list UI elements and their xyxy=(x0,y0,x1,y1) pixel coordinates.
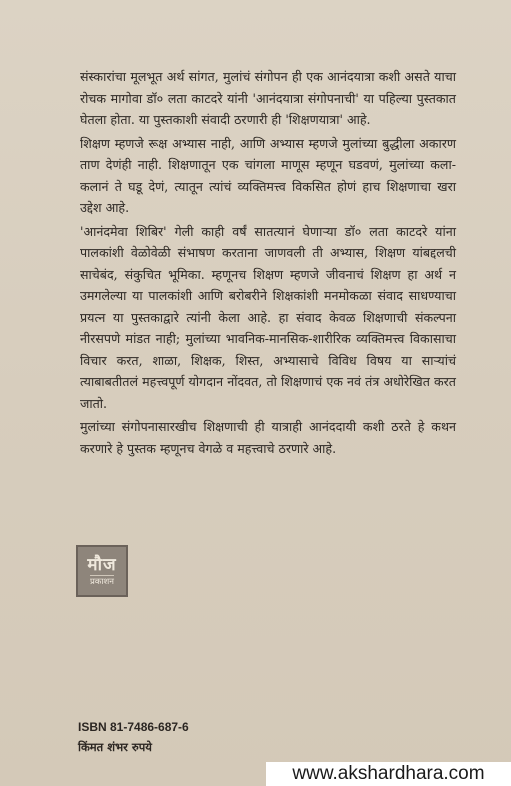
blurb-text xyxy=(80,66,456,461)
publisher-logo-subtitle: प्रकाशन xyxy=(89,576,115,587)
publisher-logo-name: मौज xyxy=(87,554,117,575)
publisher-logo xyxy=(76,545,128,597)
blurb-paragraph-4: मुलांच्या संगोपनासारखीच शिक्षणाची ही यात्राही आनंददायी कशी ठरते हे कथन करणारे हे पुस्तक म्हणूनच वेगळे व महत्त्वाचे ठरणारे आहे. xyxy=(80,419,456,456)
website-watermark: www.akshardhara.com xyxy=(266,762,511,786)
blurb-paragraph-3: 'आनंदमेवा शिबिर' गेली काही वर्षं सातत्यानं घेणाऱ्या डॉ० लता काटदरे यांना पालकांशी वेळोवेळी संभाषण करताना जाणवली ती अभ्यास, शिक्षण यांबद्दलची साचेबंद, संकुचित भूमिका. म्हणूनच शिक्षण म्हणजे जीवनाचं शिक्षण हा अर्थ न उमगलेल्या या पालकांशी आणि बरोबरीने शिक्षकांशी मनमोकळा संवाद साधण्याचा प्रयत्न या पुस्तकाद्वारे त्यांनी केला आहे. हा संवाद केवळ शिक्षणाची संकल्पना नीरसपणे मांडत नाही; मुलांच्या भावनिक-मानसिक-शारीरिक व्यक्तिमत्त्व विकासाचा विचार करत, शाळा, शिक्षक, शिस्त, अभ्यासाचे विविध विषय या साऱ्यांचं त्याबाबतीतलं महत्त्वपूर्ण योगदान नोंदवत, तो शिक्षणाचं एक नवं तंत्र अधोरेखित करत जातो. xyxy=(80,223,456,411)
price-text: किंमत शंभर रुपये xyxy=(78,740,152,754)
blurb-paragraph-1: संस्कारांचा मूलभूत अर्थ सांगत, मुलांचं संगोपन ही एक आनंदयात्रा कशी असते याचा रोचक मागोवा डॉ० लता काटदरे यांनी 'आनंदयात्रा संगोपनाची' या पहिल्या पुस्तकात घेतला होता. या पुस्तकाशी संवादी ठरणारी ही 'शिक्षणयात्रा' आहे. xyxy=(80,69,456,127)
blurb-paragraph-2: शिक्षण म्हणजे रूक्ष अभ्यास नाही, आणि अभ्यास म्हणजे मुलांच्या बुद्धीला अकारण ताण देणंही नाही. शिक्षणातून एक चांगला माणूस म्हणून घडवणं, मुलांच्या कला-कलानं ते घडू देणं, त्यातून त्यांचं व्यक्तिमत्त्व विकसित होणं हाच शिक्षणाचा खरा उद्देश आहे. xyxy=(80,135,456,215)
isbn-number: ISBN 81-7486-687-6 xyxy=(78,720,189,734)
